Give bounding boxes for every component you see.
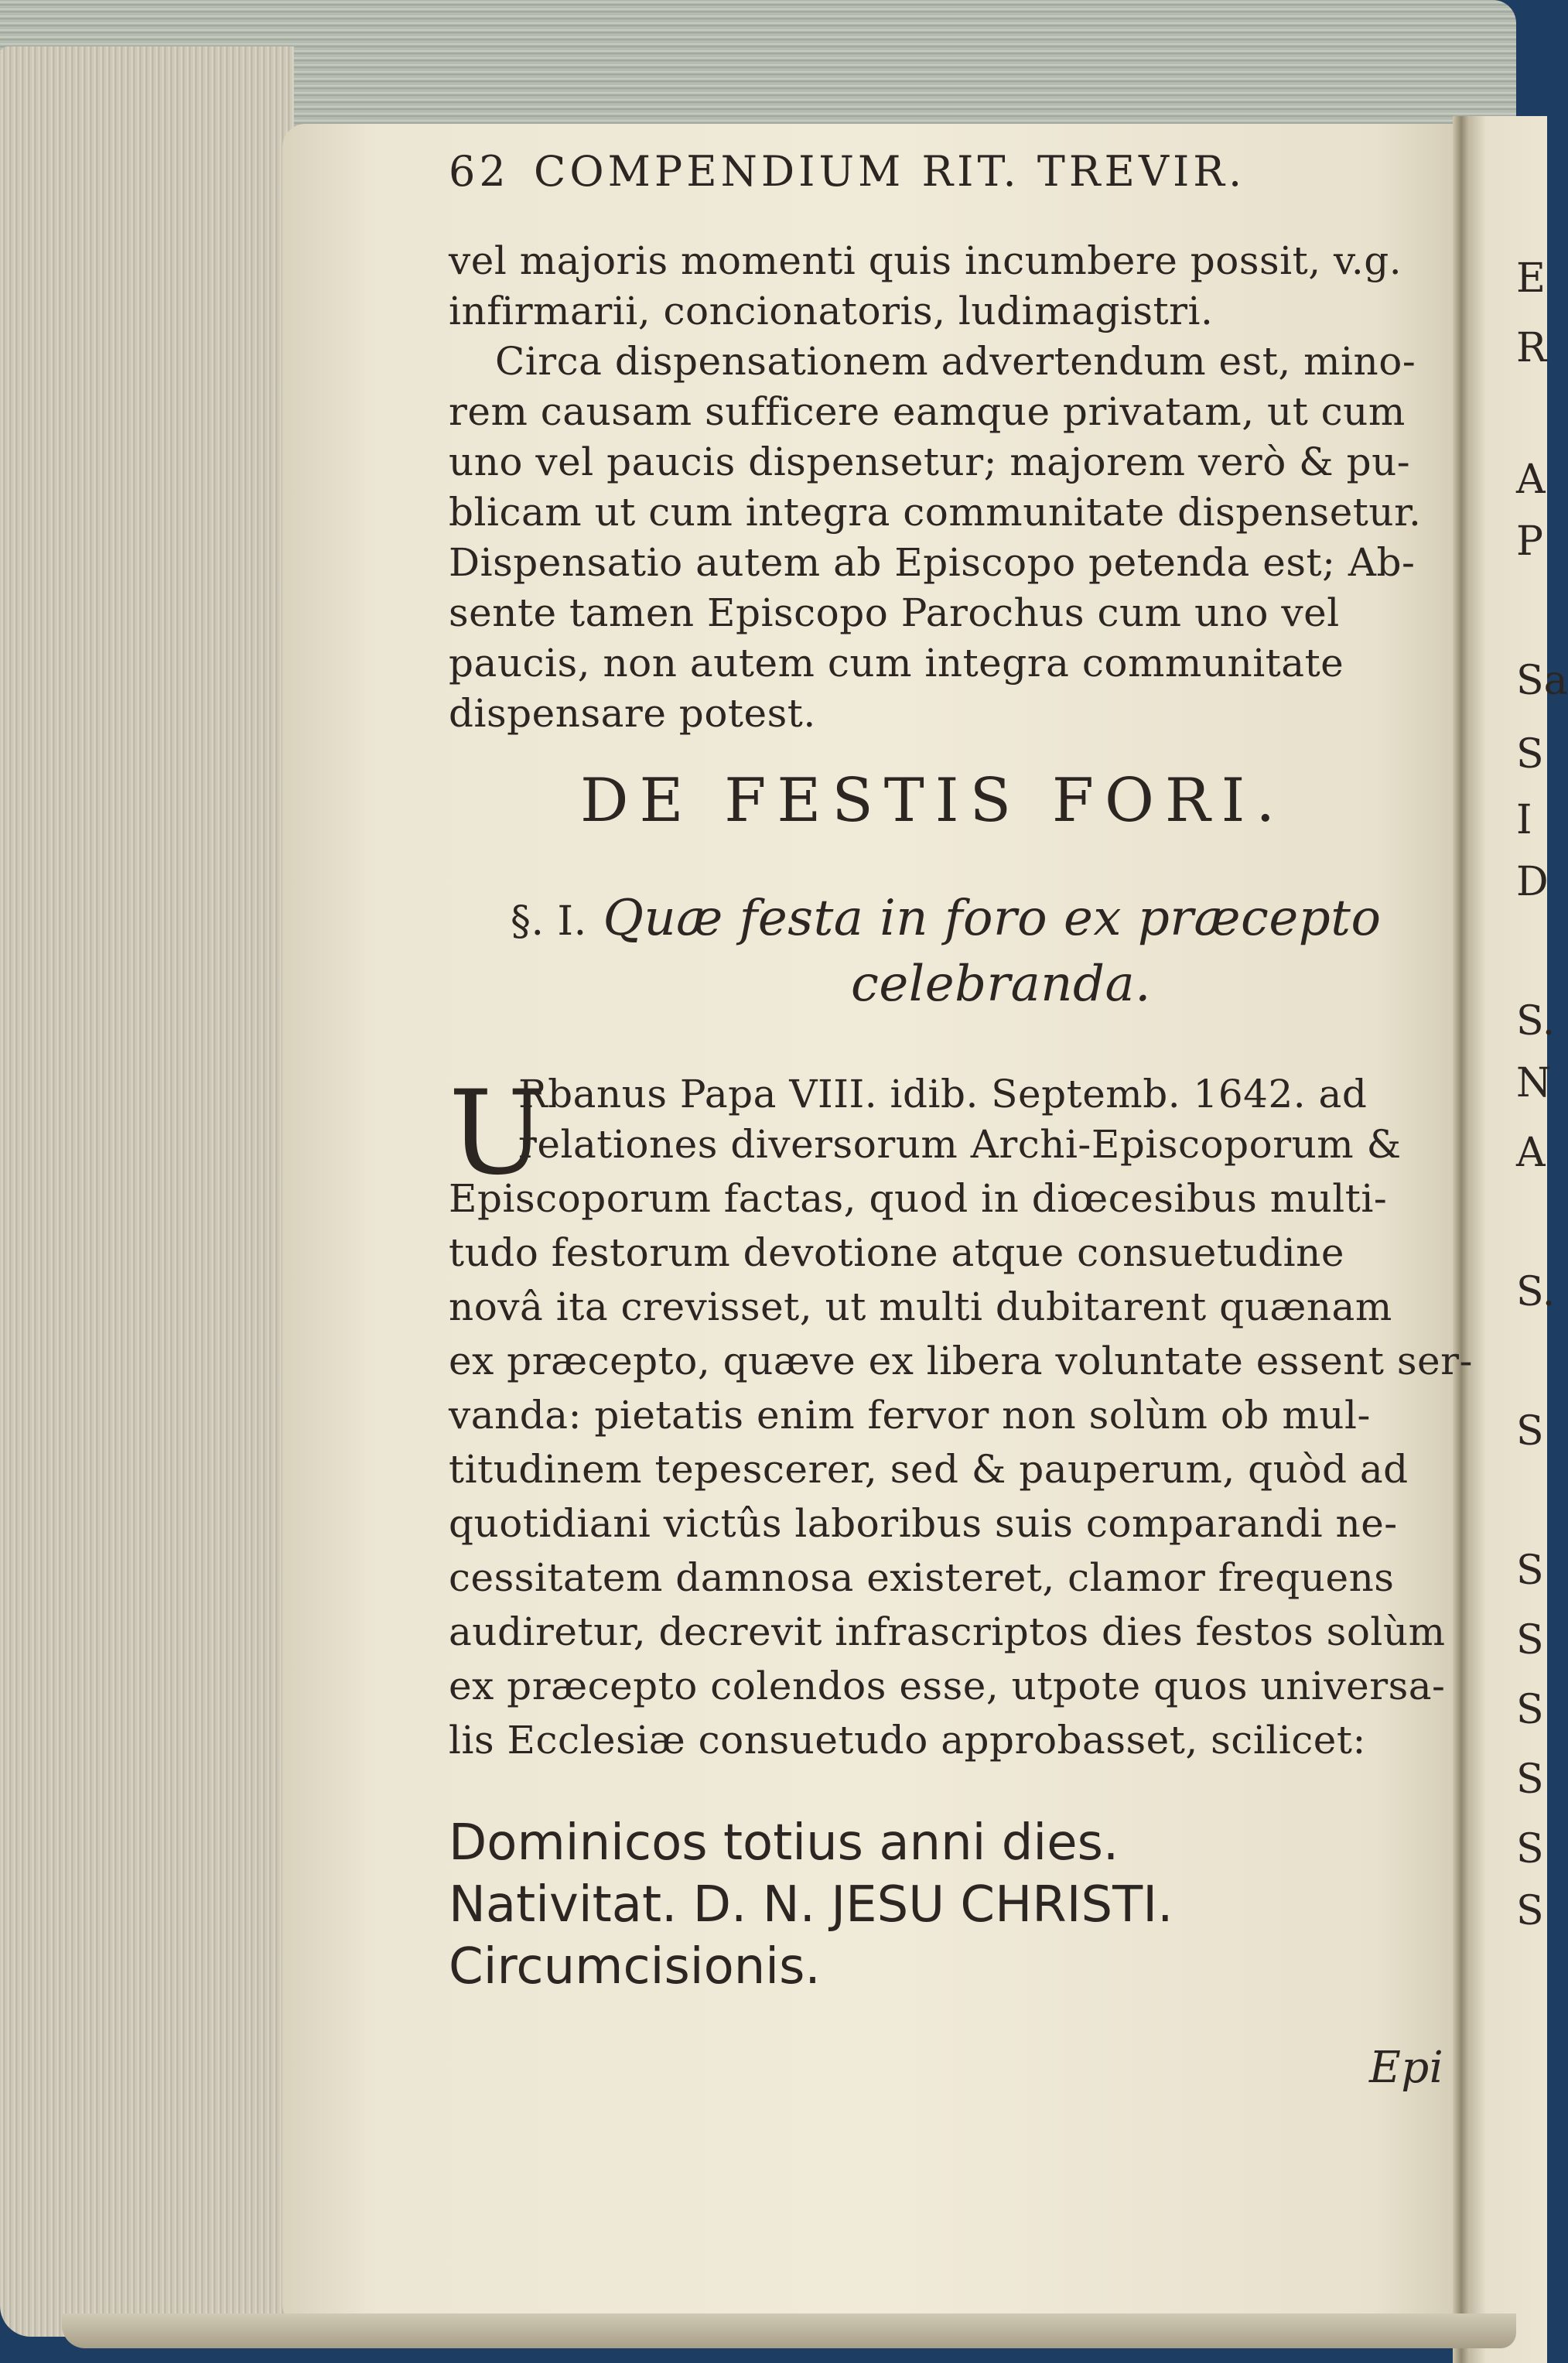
subheading-line-2: celebranda. xyxy=(851,956,1151,1013)
subheading-line-1 xyxy=(511,890,1381,947)
body-line: ex præcepto, quæve ex libera voluntate essent ser- xyxy=(449,1339,1473,1383)
section-title: DE FESTIS FORI. xyxy=(580,766,1286,836)
paragraph-line: paucis, non autem cum integra communitate xyxy=(449,641,1344,686)
body-line: relationes diversorum Archi-Episcoporum & xyxy=(518,1122,1402,1167)
body-line: ex præcepto colendos esse, utpote quos universa- xyxy=(449,1664,1446,1708)
body-line: quotidiani victûs laboribus suis comparandi ne- xyxy=(449,1501,1398,1546)
facing-page-letter: S xyxy=(1516,1687,1544,1733)
list-item: Nativitat. D. N. JESU CHRISTI. xyxy=(449,1876,1173,1934)
facing-page-letter: E xyxy=(1516,255,1546,302)
running-title: COMPENDIUM RIT. TREVIR. xyxy=(534,147,1246,196)
paragraph-line: Dispensatio autem ab Episcopo petenda est; Ab- xyxy=(449,540,1416,585)
facing-page-letter: Sa xyxy=(1516,658,1568,704)
facing-page-letter: N xyxy=(1516,1060,1552,1106)
list-item: Circumcisionis. xyxy=(449,1938,821,1995)
paragraph-mark: §. I. xyxy=(511,898,587,945)
facing-page-letter: A xyxy=(1516,457,1546,503)
facing-page-letter: D xyxy=(1516,859,1549,905)
book-bottom-edge xyxy=(62,2313,1516,2348)
paragraph-line: Circa dispensationem advertendum est, mino- xyxy=(495,339,1416,384)
facing-page-letter: S. xyxy=(1516,998,1556,1045)
facing-page-letter: S. xyxy=(1516,1269,1556,1315)
catchword: Epi xyxy=(1369,2043,1444,2093)
subheading-text: Quæ festa in foro ex præcepto xyxy=(603,890,1382,947)
facing-page-letter: R xyxy=(1516,325,1547,371)
facing-page-letter: S xyxy=(1516,1756,1544,1803)
body-line: Episcoporum factas, quod in diœcesibus multi- xyxy=(449,1176,1388,1221)
paragraph-line: blicam ut cum integra communitate dispensetur. xyxy=(449,490,1422,535)
paragraph-line: infirmarii, concionatoris, ludimagistri. xyxy=(449,289,1214,333)
body-line: novâ ita crevisset, ut multi dubitarent quænam xyxy=(449,1284,1392,1329)
body-line: tudo festorum devotione atque consuetudine xyxy=(449,1230,1344,1275)
facing-page-letter: A xyxy=(1516,1130,1546,1176)
facing-page-letter: I xyxy=(1516,797,1532,843)
paragraph-line: rem causam sufficere eamque privatam, ut cum xyxy=(449,389,1406,434)
facing-page-letter: S xyxy=(1516,731,1544,778)
facing-page-letter: S xyxy=(1516,1547,1544,1594)
paragraph-line: uno vel paucis dispensetur; majorem verò & pu- xyxy=(449,439,1411,484)
body-line: vanda: pietatis enim fervor non solùm ob mul- xyxy=(449,1393,1371,1438)
facing-page-letter: S xyxy=(1516,1826,1544,1872)
body-line: cessitatem damnosa existeret, clamor frequens xyxy=(449,1555,1395,1600)
body-line: Rbanus Papa VIII. idib. Septemb. 1642. ad xyxy=(518,1072,1368,1117)
page-number: 62 xyxy=(449,147,510,196)
facing-page-letter: P xyxy=(1516,518,1543,565)
paragraph-line: vel majoris momenti quis incumbere possit, v.g. xyxy=(449,238,1402,283)
body-line: titudinem tepescerer, sed & pauperum, quòd ad xyxy=(449,1447,1409,1492)
drop-cap: U xyxy=(449,1066,547,1201)
body-line: audiretur, decrevit infrascriptos dies festos solùm xyxy=(449,1609,1446,1654)
body-line: lis Ecclesiæ consuetudo approbasset, scilicet: xyxy=(449,1718,1366,1763)
facing-page-letter: S xyxy=(1516,1888,1544,1934)
book-gutter xyxy=(1453,116,1470,2363)
book-page-edges xyxy=(0,46,294,2337)
paragraph-line: dispensare potest. xyxy=(449,691,816,736)
facing-page-letter: S xyxy=(1516,1617,1544,1664)
facing-page xyxy=(1466,116,1547,2363)
list-item: Dominicos totius anni dies. xyxy=(449,1814,1119,1872)
facing-page-letter: S xyxy=(1516,1408,1544,1455)
paragraph-line: sente tamen Episcopo Parochus cum uno vel xyxy=(449,590,1340,635)
